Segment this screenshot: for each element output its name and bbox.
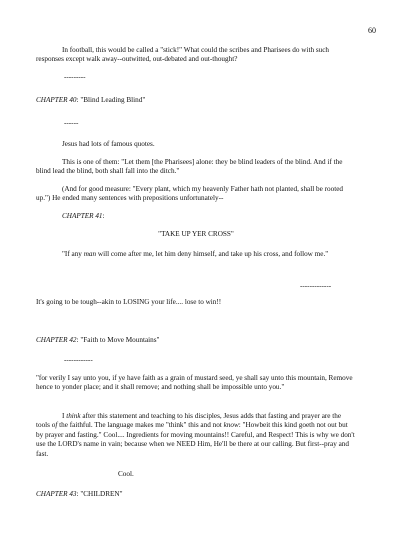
paragraph-cool: Cool. bbox=[118, 470, 134, 478]
chapter-40-label: CHAPTER 40 bbox=[36, 96, 77, 104]
chapter-41-colon: : bbox=[102, 212, 105, 220]
separator-2: ------ bbox=[64, 119, 79, 127]
chapter-40-heading bbox=[36, 96, 356, 105]
paragraph-plant: (And for good measure: "Every plant, which my heavenly Father hath not planted, shall be rooted up.") He ended many sentences with prepositions unfortunately-- bbox=[36, 185, 343, 203]
cross-text-b: will come after me, let him deny himself, and take up his cross, and follow me." bbox=[96, 250, 329, 258]
paragraph-tough: It's going to be tough--akin to LOSING your life.... lose to win!! bbox=[36, 298, 222, 306]
chapter-43-label: CHAPTER 43 bbox=[36, 490, 77, 498]
chapter-43-title: : "CHILDREN" bbox=[76, 490, 123, 498]
paragraph-football: In football, this would be called a "stick!" What could the scribes and Pharisees do with such responses except walk away--outwitted, out-debated and out-thought? bbox=[36, 46, 330, 64]
paragraph-quotes: Jesus had lots of famous quotes. bbox=[62, 140, 155, 148]
cross-text-a: "If any bbox=[62, 250, 84, 258]
paragraph-fasting bbox=[36, 412, 356, 459]
paragraph-cross bbox=[36, 250, 356, 259]
chapter-42-title: : "Faith to Move Mountains" bbox=[76, 336, 160, 344]
cross-text-man: man bbox=[83, 250, 97, 258]
chapter-40-title: : "Blind Leading Blind" bbox=[76, 96, 146, 104]
separator-1: --------- bbox=[64, 73, 86, 81]
chapter-41-title: "TAKE UP YER CROSS" bbox=[158, 230, 234, 238]
fasting-text-know: know bbox=[223, 421, 239, 430]
fasting-text-of: of bbox=[51, 421, 58, 430]
fasting-text-d: : "Howbeit this kind goeth not out but by prayer and fasting." Cool.... Ingredients for moving mountains!! Careful, and Respect! This is why we don't use the LORD's name in vain; because when we NEED Him, He'll be there at our calling. But first--pray and fast. bbox=[36, 421, 355, 458]
chapter-42-label: CHAPTER 42 bbox=[36, 336, 77, 344]
fasting-text-think: think bbox=[66, 412, 81, 420]
fasting-text-c: the faithful. The language makes me "think" this and not bbox=[57, 421, 224, 430]
paragraph-blind: This is one of them: "Let them [the Pharisees] alone: they be blind leaders of the blind. And if the blind lead the blind, both shall fall into the ditch." bbox=[36, 158, 343, 176]
fasting-text-b: after this statement and teaching to his disciples, Jesus adds that fasting and prayer are the tools bbox=[36, 412, 342, 430]
chapter-43-heading bbox=[36, 490, 356, 499]
chapter-42-heading bbox=[36, 336, 356, 345]
paragraph-mustard: "for verily I say unto you, if ye have faith as a grain of mustard seed, ye shall say unto this mountain, Remove hence to yonder place; and it shall remove; and nothing shall be impossible unto you." bbox=[36, 374, 353, 392]
separator-4: ------------ bbox=[64, 356, 93, 364]
fasting-text-a: I bbox=[62, 412, 67, 420]
chapter-41-label: CHAPTER 41 bbox=[62, 212, 103, 220]
chapter-41-heading bbox=[62, 212, 382, 221]
separator-3: ------------- bbox=[300, 282, 332, 290]
page-number: 60 bbox=[368, 26, 376, 35]
